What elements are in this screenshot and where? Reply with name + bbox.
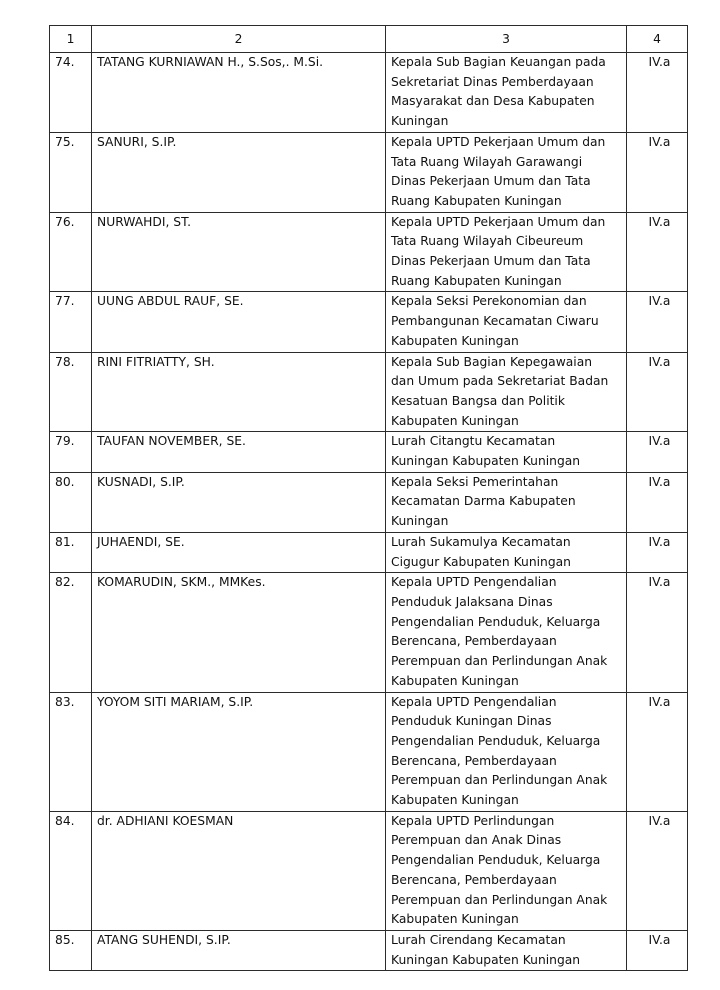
position-line: Kepala UPTD Pengendalian xyxy=(391,694,557,709)
row-number: 85. xyxy=(50,930,92,970)
position-line: Penduduk Jalaksana Dinas xyxy=(391,594,553,609)
official-name: dr. ADHIANI KOESMAN xyxy=(92,811,386,930)
official-name: TAUFAN NOVEMBER, SE. xyxy=(92,432,386,472)
rank-grade: IV.a xyxy=(627,472,688,532)
official-name: NURWAHDI, ST. xyxy=(92,212,386,292)
row-number: 79. xyxy=(50,432,92,472)
row-number: 76. xyxy=(50,212,92,292)
header-row xyxy=(50,26,688,53)
position-title xyxy=(386,352,627,432)
position-line: Lurah Sukamulya Kecamatan xyxy=(391,534,571,549)
table-row xyxy=(50,472,688,532)
row-number: 81. xyxy=(50,532,92,572)
position-line: Ruang Kabupaten Kuningan xyxy=(391,273,562,288)
table-row xyxy=(50,212,688,292)
row-number: 84. xyxy=(50,811,92,930)
row-number: 77. xyxy=(50,292,92,352)
position-line: Kabupaten Kuningan xyxy=(391,333,519,348)
table-body xyxy=(50,53,688,971)
rank-grade: IV.a xyxy=(627,212,688,292)
position-line: Kepala UPTD Pekerjaan Umum dan xyxy=(391,214,606,229)
official-name: JUHAENDI, SE. xyxy=(92,532,386,572)
position-line: Kabupaten Kuningan xyxy=(391,793,519,808)
position-line: Tata Ruang Wilayah Cibeureum xyxy=(391,234,584,249)
row-number: 82. xyxy=(50,573,92,692)
table-row xyxy=(50,811,688,930)
row-number: 75. xyxy=(50,132,92,212)
position-title xyxy=(386,692,627,811)
position-line: Sekretariat Dinas Pemberdayaan xyxy=(391,74,594,89)
position-line: Pengendalian Penduduk, Keluarga xyxy=(391,853,601,868)
table-row xyxy=(50,573,688,692)
rank-grade: IV.a xyxy=(627,352,688,432)
officials-table xyxy=(49,25,688,971)
position-line: dan Umum pada Sekretariat Badan xyxy=(391,374,609,389)
official-name: RINI FITRIATTY, SH. xyxy=(92,352,386,432)
position-line: Berencana, Pemberdayaan xyxy=(391,872,557,887)
position-title xyxy=(386,212,627,292)
position-line: Kepala Seksi Perekonomian dan xyxy=(391,294,587,309)
official-name: ATANG SUHENDI, S.IP. xyxy=(92,930,386,970)
position-line: Berencana, Pemberdayaan xyxy=(391,634,557,649)
row-number: 80. xyxy=(50,472,92,532)
official-name: KUSNADI, S.IP. xyxy=(92,472,386,532)
table-row xyxy=(50,532,688,572)
position-line: Kuningan Kabupaten Kuningan xyxy=(391,952,581,967)
position-line: Dinas Pekerjaan Umum dan Tata xyxy=(391,254,591,269)
position-title xyxy=(386,292,627,352)
header-col-3: 3 xyxy=(386,26,627,53)
position-line: Perempuan dan Anak Dinas xyxy=(391,833,562,848)
row-number: 83. xyxy=(50,692,92,811)
position-line: Berencana, Pemberdayaan xyxy=(391,753,557,768)
position-title xyxy=(386,53,627,133)
position-line: Pengendalian Penduduk, Keluarga xyxy=(391,733,601,748)
position-title xyxy=(386,930,627,970)
position-line: Kabupaten Kuningan xyxy=(391,413,519,428)
position-line: Kepala UPTD Perlindungan xyxy=(391,813,555,828)
position-line: Penduduk Kuningan Dinas xyxy=(391,714,552,729)
table-row xyxy=(50,352,688,432)
row-number: 78. xyxy=(50,352,92,432)
position-line: Kuningan Kabupaten Kuningan xyxy=(391,454,581,469)
position-line: Perempuan dan Perlindungan Anak xyxy=(391,654,608,669)
position-line: Dinas Pekerjaan Umum dan Tata xyxy=(391,174,591,189)
position-line: Kuningan xyxy=(391,114,449,129)
position-title xyxy=(386,811,627,930)
table-row xyxy=(50,432,688,472)
table-header xyxy=(50,26,688,53)
position-line: Perempuan dan Perlindungan Anak xyxy=(391,892,608,907)
rank-grade: IV.a xyxy=(627,532,688,572)
position-line: Kepala UPTD Pekerjaan Umum dan xyxy=(391,134,606,149)
position-line: Lurah Citangtu Kecamatan xyxy=(391,434,556,449)
official-name: UUNG ABDUL RAUF, SE. xyxy=(92,292,386,352)
rank-grade: IV.a xyxy=(627,573,688,692)
position-line: Kabupaten Kuningan xyxy=(391,673,519,688)
rank-grade: IV.a xyxy=(627,132,688,212)
position-line: Kepala Seksi Pemerintahan xyxy=(391,474,559,489)
position-line: Kesatuan Bangsa dan Politik xyxy=(391,393,565,408)
header-col-1: 1 xyxy=(50,26,92,53)
table-row xyxy=(50,53,688,133)
official-name: SANURI, S.IP. xyxy=(92,132,386,212)
position-title xyxy=(386,532,627,572)
position-line: Kepala UPTD Pengendalian xyxy=(391,575,557,590)
position-line: Kepala Sub Bagian Kepegawaian xyxy=(391,354,593,369)
position-line: Masyarakat dan Desa Kabupaten xyxy=(391,94,595,109)
position-line: Kepala Sub Bagian Keuangan pada xyxy=(391,55,606,69)
position-title xyxy=(386,432,627,472)
position-line: Kecamatan Darma Kabupaten xyxy=(391,494,576,509)
rank-grade: IV.a xyxy=(627,432,688,472)
header-col-4: 4 xyxy=(627,26,688,53)
rank-grade: IV.a xyxy=(627,692,688,811)
table-row xyxy=(50,930,688,970)
table-row xyxy=(50,692,688,811)
position-line: Pengendalian Penduduk, Keluarga xyxy=(391,614,601,629)
rank-grade: IV.a xyxy=(627,292,688,352)
position-line: Pembangunan Kecamatan Ciwaru xyxy=(391,314,599,329)
table-row xyxy=(50,132,688,212)
position-line: Kuningan xyxy=(391,514,449,529)
header-col-2: 2 xyxy=(92,26,386,53)
row-number: 74. xyxy=(50,53,92,133)
position-line: Lurah Cirendang Kecamatan xyxy=(391,932,566,947)
position-line: Kabupaten Kuningan xyxy=(391,912,519,927)
official-name: TATANG KURNIAWAN H., S.Sos,. M.Si. xyxy=(92,53,386,133)
official-name: KOMARUDIN, SKM., MMKes. xyxy=(92,573,386,692)
position-line: Perempuan dan Perlindungan Anak xyxy=(391,773,608,788)
position-title xyxy=(386,573,627,692)
rank-grade: IV.a xyxy=(627,53,688,133)
official-name: YOYOM SITI MARIAM, S.IP. xyxy=(92,692,386,811)
position-title xyxy=(386,132,627,212)
position-line: Cigugur Kabupaten Kuningan xyxy=(391,554,571,569)
rank-grade: IV.a xyxy=(627,811,688,930)
position-title xyxy=(386,472,627,532)
position-line: Ruang Kabupaten Kuningan xyxy=(391,193,562,208)
table-row xyxy=(50,292,688,352)
rank-grade: IV.a xyxy=(627,930,688,970)
position-line: Tata Ruang Wilayah Garawangi xyxy=(391,154,583,169)
